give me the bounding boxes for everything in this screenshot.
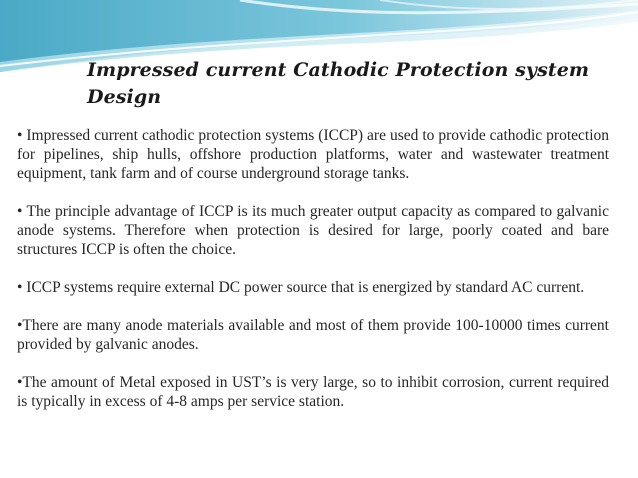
slide-title: Impressed current Cathodic Protection system Design	[87, 59, 590, 108]
bullet-paragraph-iccp-uses: • Impressed current cathodic protection systems (ICCP) are used to provide cathodic protection for pipelines, ship hulls, offshore production platforms, water and wastewater treatment equipment, tank farm and of course underground storage tanks.	[17, 127, 609, 182]
bullet-paragraph-anode-materials: •There are many anode materials available and most of them provide 100-10000 times current provided by galvanic anodes.	[17, 317, 609, 353]
slide-body	[17, 126, 609, 430]
bullet-paragraph-ust-metal: •The amount of Metal exposed in UST’s is very large, so to inhibit corrosion, current required is typically in excess of 4-8 amps per service station.	[17, 374, 609, 410]
bullet-paragraph-dc-power: • ICCP systems require external DC power source that is energized by standard AC current.	[17, 279, 585, 296]
bullet-paragraph-iccp-advantage: • The principle advantage of ICCP is its much greater output capacity as compared to galvanic anode systems. Therefore when protection is desired for large, poorly coated and bare structures ICCP is often the choice.	[17, 203, 609, 258]
